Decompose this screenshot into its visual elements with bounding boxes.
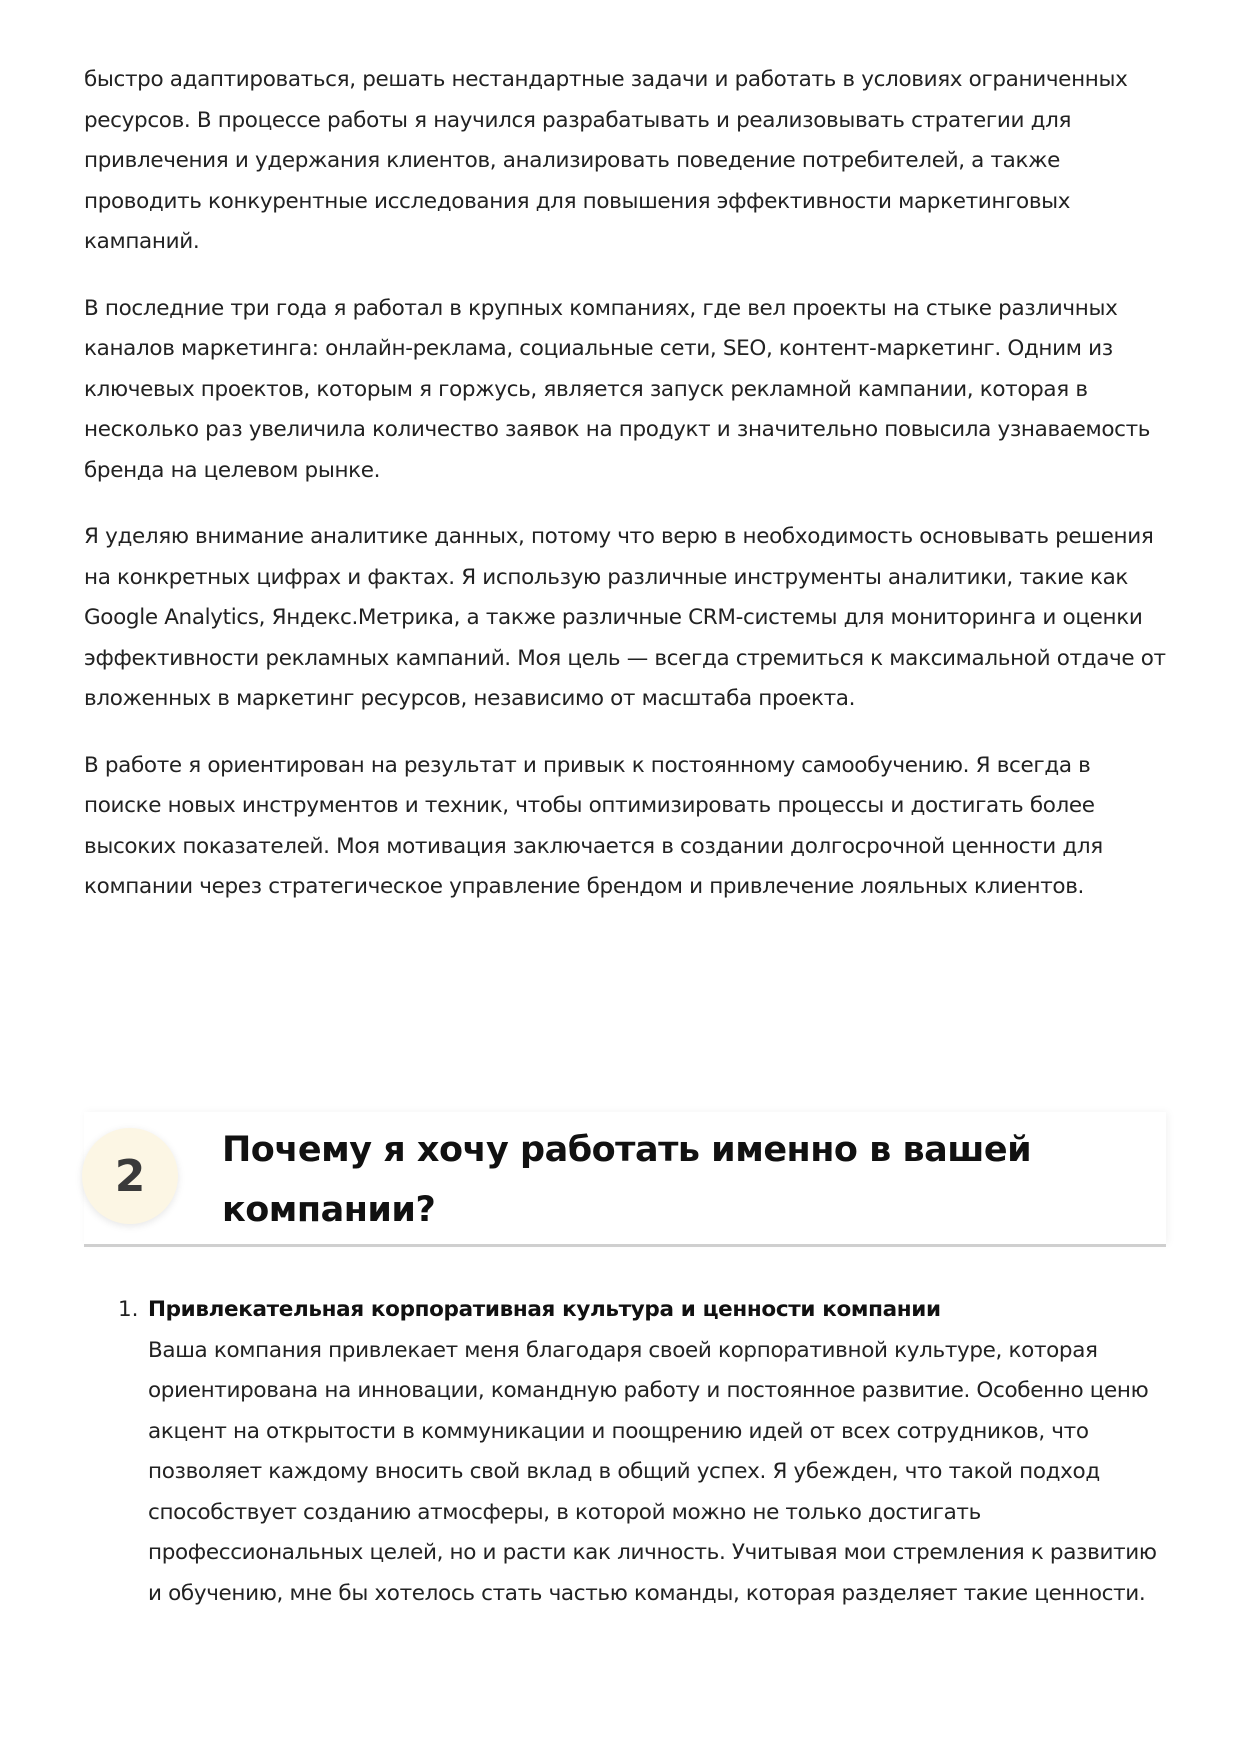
body-text [84, 60, 1166, 934]
list-item-number: 1. [118, 1297, 139, 1322]
list-item [84, 1290, 1166, 1614]
paragraph: В последние три года я работал в крупных компаниях, где вел проекты на стыке различных каналов маркетинга: онлайн-реклама, социальные сети, SEO, контент-маркетинг. Одним из ключевых проектов, которым я горжусь, является запуск рекламной кампании, которая в несколько раз увеличила количество заявок на продукт и значительно повысила узнаваемость бренда на целевом рынке. [84, 295, 1151, 483]
section-title: Почему я хочу работать именно в вашей компании? [222, 1130, 1032, 1230]
section-number-badge: 2 [82, 1128, 178, 1224]
paragraph: быстро адаптироваться, решать нестандартные задачи и работать в условиях ограниченных ресурсов. В процессе работы я научился разрабатывать и реализовывать стратегии для привлечения и удержания клиентов, анализировать поведение потребителей, а также проводить конкурентные исследования для повышения эффективности маркетинговых кампаний. [84, 67, 1128, 254]
paragraph: Я уделяю внимание аналитике данных, потому что верю в необходимость основывать решения на конкретных цифрах и фактах. Я использую различные инструменты аналитики, такие как Google Analytics, Яндекс.Метрика, а также различные CRM-системы для мониторинга и оценки эффективности рекламных кампаний. Моя цель — всегда стремиться к максимальной отдаче от вложенных в маркетинг ресурсов, независимо от масштаба проекта. [84, 524, 1166, 711]
section-divider [84, 1244, 1166, 1247]
reasons-list [84, 1290, 1166, 1614]
section-header [84, 1112, 1166, 1252]
paragraph: В работе я ориентирован на результат и привык к постоянному самообучению. Я всегда в поиске новых инструментов и техник, чтобы оптимизировать процессы и достигать более высоких показателей. Моя мотивация заключается в создании долгосрочной ценности для компании через стратегическое управление брендом и привлечение лояльных клиентов. [84, 752, 1103, 899]
list-item-title: Привлекательная корпоративная культура и ценности компании [148, 1297, 941, 1322]
list-item-body: Ваша компания привлекает меня благодаря своей корпоративной культуре, которая ориентирована на инновации, командную работу и постоянное развитие. Особенно ценю акцент на открытости в коммуникации и поощрению идей от всех сотрудников, что позволяет каждому вносить свой вклад в общий успех. Я убежден, что такой подход способствует созданию атмосферы, в которой можно не только достигать профессиональных целей, но и расти как личность. Учитывая мои стремления к развитию и обучению, мне бы хотелось стать частью команды, которая разделяет такие ценности. [148, 1337, 1157, 1606]
